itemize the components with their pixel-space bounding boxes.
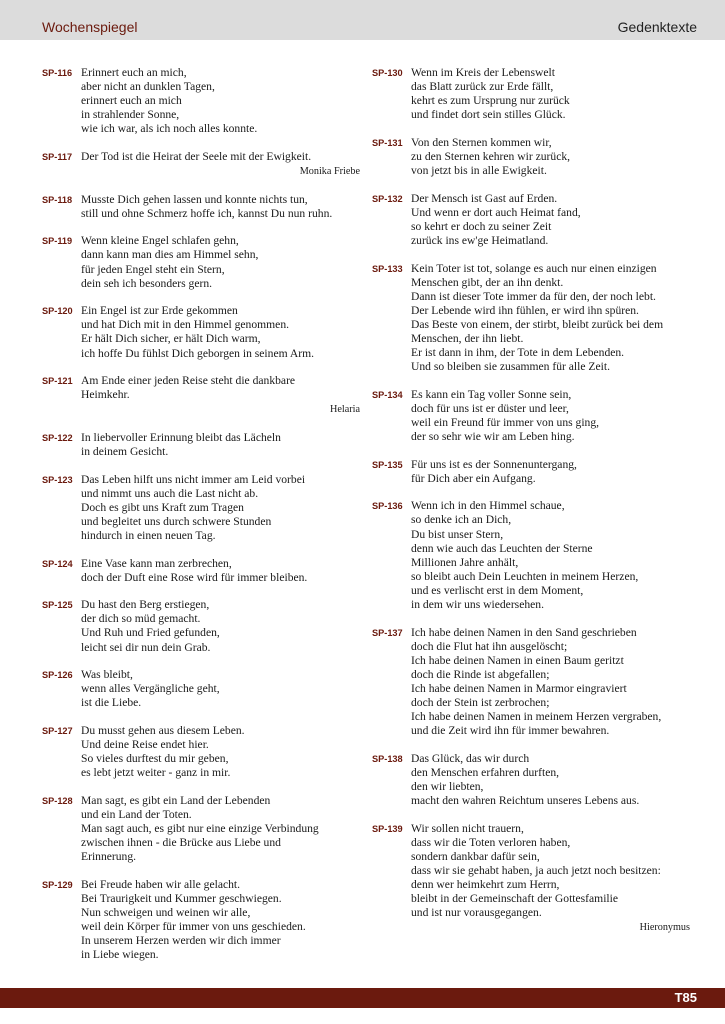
text-line: Das Glück, das wir durch bbox=[411, 751, 530, 765]
text-line: Musste Dich gehen lassen und konnte nichts tun, bbox=[81, 192, 308, 206]
entry-text bbox=[81, 374, 360, 417]
text-line: Wenn kleine Engel schlafen gehn, bbox=[81, 234, 239, 248]
text-line: Du bist unser Stern, bbox=[411, 527, 504, 541]
text-line: Das Beste von einem, der stirbt, bleibt zurück bei dem bbox=[411, 317, 664, 331]
entry-text bbox=[81, 598, 360, 654]
text-line: Und deine Reise endet hier. bbox=[81, 737, 209, 751]
entry-text bbox=[81, 150, 360, 179]
page-footer bbox=[0, 988, 725, 1008]
text-line: denn wie auch das Leuchten der Sterne bbox=[411, 541, 593, 555]
entry-text bbox=[411, 752, 690, 808]
text-line: in deinem Gesicht. bbox=[81, 444, 169, 458]
text-line: in dem wir uns wiedersehen. bbox=[411, 598, 544, 611]
left-column bbox=[42, 66, 360, 976]
text-entry bbox=[42, 668, 360, 710]
text-line: zwischen ihnen - die Brücke aus Liebe und bbox=[81, 836, 281, 850]
text-line: Wenn im Kreis der Lebenswelt bbox=[411, 66, 555, 79]
text-line: und es verlischt erst in dem Moment, bbox=[411, 583, 584, 597]
text-line: und die Zeit wird ihn für immer bewahren. bbox=[411, 724, 610, 738]
text-line: Das Leben hilft uns nicht immer am Leid vorbei bbox=[81, 472, 306, 486]
text-line: doch die Rinde ist abgefallen; bbox=[411, 667, 550, 681]
text-line: und findet dort sein stilles Glück. bbox=[411, 108, 566, 122]
text-line: dass wir sie gehabt haben, ja auch jetzt noch besitzen: bbox=[411, 864, 661, 877]
publication-title: Wochenspiegel bbox=[42, 19, 138, 35]
text-line: zu den Sternen kehren wir zurück, bbox=[411, 149, 571, 163]
text-line: kehrt es zum Ursprung nur zurück bbox=[411, 94, 570, 108]
entry-code: SP-122 bbox=[42, 432, 73, 443]
text-entry bbox=[42, 374, 360, 417]
entry-text bbox=[411, 262, 690, 375]
entry-code: SP-133 bbox=[372, 263, 403, 274]
text-line: Wenn ich in den Himmel schaue, bbox=[411, 499, 565, 513]
text-line: leicht sei dir nun dein Grab. bbox=[81, 640, 211, 654]
text-line: Wir sollen nicht trauern, bbox=[411, 821, 524, 835]
entry-text bbox=[411, 499, 690, 612]
text-entry bbox=[42, 150, 360, 179]
page-header bbox=[0, 0, 725, 40]
text-line: ist die Liebe. bbox=[81, 696, 142, 710]
text-entry bbox=[42, 794, 360, 864]
entry-code: SP-128 bbox=[42, 795, 73, 806]
text-line: für jeden Engel steht ein Stern, bbox=[81, 262, 225, 276]
entry-text bbox=[411, 388, 690, 444]
entry-text bbox=[411, 822, 690, 936]
text-line: Millionen Jahre anhält, bbox=[411, 555, 519, 569]
entry-code: SP-131 bbox=[372, 137, 403, 148]
entry-text bbox=[81, 66, 360, 136]
text-line: doch der Stein ist zerbrochen; bbox=[411, 696, 550, 710]
text-line: Heimkehr. bbox=[81, 388, 130, 402]
text-line: und begleitet uns durch schwere Stunden bbox=[81, 514, 272, 528]
text-entry bbox=[42, 598, 360, 654]
text-line: so kehrt er doch zu seiner Zeit bbox=[411, 219, 552, 233]
text-line: hindurch in einen neuen Tag. bbox=[81, 528, 216, 542]
text-entry bbox=[42, 234, 360, 290]
text-line: Der Lebende wird ihn fühlen, er wird ihn spüren. bbox=[411, 303, 639, 317]
text-line: So vieles durftest du mir geben, bbox=[81, 752, 229, 766]
text-line: den Menschen erfahren durften, bbox=[411, 765, 560, 779]
text-line: Was bleibt, bbox=[81, 668, 133, 682]
text-line: ich hoffe Du fühlst Dich geborgen in seinem Arm. bbox=[81, 346, 315, 360]
entry-text bbox=[411, 626, 690, 739]
entry-code: SP-130 bbox=[372, 68, 403, 78]
text-line: der dich so müd gemacht. bbox=[81, 612, 201, 626]
text-line: Dann ist dieser Tote immer da für den, der noch lebt. bbox=[411, 289, 656, 303]
text-line: und hat Dich mit in den Himmel genommen. bbox=[81, 318, 290, 332]
text-line: Ich habe deinen Namen in einen Baum geritzt bbox=[411, 653, 624, 667]
text-entry bbox=[42, 724, 360, 780]
text-line: In unserem Herzen werden wir dich immer bbox=[81, 934, 281, 948]
text-line: es lebt jetzt weiter - ganz in mir. bbox=[81, 766, 231, 780]
entry-code: SP-118 bbox=[42, 194, 73, 205]
entry-code: SP-127 bbox=[42, 725, 73, 736]
text-line: für Dich aber ein Aufgang. bbox=[411, 471, 536, 485]
text-entry bbox=[372, 192, 690, 248]
text-line: Menschen, der ihn liebt. bbox=[411, 332, 524, 345]
text-line: das Blatt zurück zur Erde fällt, bbox=[411, 80, 554, 94]
text-entry bbox=[372, 752, 690, 808]
text-line: den wir liebten, bbox=[411, 780, 484, 794]
text-line: Der Tod ist die Heirat der Seele mit der Ewigkeit. bbox=[81, 149, 312, 163]
entry-code: SP-126 bbox=[42, 670, 73, 681]
text-line: weil dein Körper für immer von uns geschieden. bbox=[81, 920, 306, 933]
entry-text bbox=[81, 878, 360, 963]
text-entry bbox=[42, 66, 360, 136]
entry-author: Monika Friebe bbox=[299, 166, 360, 178]
text-line: Am Ende einer jeden Reise steht die dankbare bbox=[81, 374, 296, 388]
entry-code: SP-124 bbox=[42, 558, 73, 569]
text-line: Ein Engel ist zur Erde gekommen bbox=[81, 304, 238, 318]
text-line: Bei Freude haben wir alle gelacht. bbox=[81, 877, 241, 891]
text-entry bbox=[42, 473, 360, 543]
text-line: Man sagt auch, es gibt nur eine einzige Verbindung bbox=[81, 821, 319, 835]
entry-code: SP-136 bbox=[372, 501, 403, 512]
entry-text bbox=[81, 668, 360, 710]
text-entry bbox=[372, 499, 690, 612]
text-entry bbox=[372, 822, 690, 936]
text-line: Man sagt, es gibt ein Land der Lebenden bbox=[81, 793, 271, 807]
text-line: Doch es gibt uns Kraft zum Tragen bbox=[81, 500, 244, 514]
text-line: doch der Duft eine Rose wird für immer bleiben. bbox=[81, 570, 308, 584]
entry-text bbox=[81, 193, 360, 221]
text-entry bbox=[372, 262, 690, 375]
text-line: Kein Toter ist tot, solange es auch nur einen einzigen bbox=[411, 261, 657, 275]
text-line: und ein Land der Toten. bbox=[81, 807, 192, 821]
text-line: erinnert euch an mich bbox=[81, 94, 182, 108]
text-line: Für uns ist es der Sonnenuntergang, bbox=[411, 457, 577, 471]
text-line: Erinnerung. bbox=[81, 850, 137, 864]
text-entry bbox=[372, 626, 690, 739]
text-line: Er ist dann in ihm, der Tote in dem Lebenden. bbox=[411, 346, 625, 360]
entry-author: Hieronymus bbox=[639, 922, 690, 934]
entry-code: SP-134 bbox=[372, 389, 403, 400]
entry-text bbox=[411, 66, 690, 122]
text-entry bbox=[42, 193, 360, 221]
text-entry bbox=[42, 431, 360, 459]
text-line: Und Ruh und Fried gefunden, bbox=[81, 626, 220, 640]
text-line: doch für uns ist er düster und leer, bbox=[411, 401, 569, 415]
entry-code: SP-121 bbox=[42, 376, 73, 387]
text-entry bbox=[372, 136, 690, 178]
text-line: von jetzt bis in alle Ewigkeit. bbox=[411, 164, 547, 178]
section-title: Gedenktexte bbox=[617, 19, 697, 35]
text-line: Nun schweigen und weinen wir alle, bbox=[81, 905, 251, 919]
entry-text bbox=[81, 431, 360, 459]
entry-code: SP-129 bbox=[42, 879, 73, 890]
text-line: Und so bleiben sie zusammen für alle Zeit. bbox=[411, 360, 610, 374]
entry-text bbox=[81, 724, 360, 780]
page-number: T85 bbox=[674, 990, 697, 1005]
text-line: der so sehr wie wir am Leben hing. bbox=[411, 430, 575, 444]
text-entry bbox=[372, 388, 690, 444]
entry-code: SP-132 bbox=[372, 193, 403, 204]
text-line: in strahlender Sonne, bbox=[81, 108, 180, 122]
text-line: dein seh ich besonders gern. bbox=[81, 276, 213, 290]
entry-code: SP-123 bbox=[42, 474, 73, 485]
entry-code: SP-116 bbox=[42, 68, 73, 78]
text-line: In liebervoller Erinnung bleibt das Lächeln bbox=[81, 430, 281, 444]
text-line: Ich habe deinen Namen in Marmor eingraviert bbox=[411, 681, 627, 695]
text-line: und nimmt uns auch die Last nicht ab. bbox=[81, 486, 259, 500]
entry-code: SP-125 bbox=[42, 600, 73, 611]
text-entry bbox=[372, 66, 690, 122]
text-line: sondern dankbar dafür sein, bbox=[411, 849, 540, 863]
text-entry bbox=[42, 557, 360, 585]
text-line: Der Mensch ist Gast auf Erden. bbox=[411, 191, 558, 205]
text-line: Erinnert euch an mich, bbox=[81, 66, 187, 79]
entry-code: SP-137 bbox=[372, 627, 403, 638]
text-line: doch die Flut hat ihn ausgelöscht; bbox=[411, 639, 568, 653]
entry-text bbox=[81, 557, 360, 585]
text-line: still und ohne Schmerz hoffe ich, kannst Du nun ruhn. bbox=[81, 206, 333, 220]
text-line: Du hast den Berg erstiegen, bbox=[81, 598, 210, 612]
text-line: Menschen gibt, der an ihn denkt. bbox=[411, 275, 564, 289]
text-line: Es kann ein Tag voller Sonne sein, bbox=[411, 387, 572, 401]
entry-author: Helaria bbox=[330, 404, 360, 416]
text-line: wie ich war, als ich noch alles konnte. bbox=[81, 122, 258, 136]
text-entry bbox=[42, 878, 360, 963]
text-line: Von den Sternen kommen wir, bbox=[411, 135, 552, 149]
text-line: dann kann man dies am Himmel sehn, bbox=[81, 248, 259, 262]
entry-code: SP-120 bbox=[42, 306, 73, 317]
entry-code: SP-135 bbox=[372, 459, 403, 470]
right-column bbox=[372, 66, 690, 949]
text-entry bbox=[42, 304, 360, 360]
entry-text bbox=[411, 458, 690, 486]
text-entry bbox=[372, 458, 690, 486]
text-line: so denke ich an Dich, bbox=[411, 513, 512, 527]
text-line: denn wer heimkehrt zum Herrn, bbox=[411, 878, 560, 892]
text-line: Und wenn er dort auch Heimat fand, bbox=[411, 205, 581, 219]
text-line: wenn alles Vergängliche geht, bbox=[81, 682, 220, 696]
text-line: so bleibt auch Dein Leuchten in meinem Herzen, bbox=[411, 569, 639, 583]
entry-code: SP-119 bbox=[42, 236, 73, 247]
text-line: Eine Vase kann man zerbrechen, bbox=[81, 556, 232, 570]
entry-text bbox=[81, 304, 360, 360]
entry-text bbox=[411, 192, 690, 248]
text-line: Ich habe deinen Namen in den Sand geschrieben bbox=[411, 625, 637, 639]
text-line: Er hält Dich sicher, er hält Dich warm, bbox=[81, 332, 261, 346]
entry-text bbox=[411, 136, 690, 178]
text-line: macht den wahren Reichtum unseres Lebens aus. bbox=[411, 794, 640, 808]
text-line: und ist nur vorausgegangen. bbox=[411, 906, 542, 920]
text-line: Bei Traurigkeit und Kummer geschwiegen. bbox=[81, 891, 282, 905]
entry-text bbox=[81, 234, 360, 290]
entry-text bbox=[81, 794, 360, 864]
entry-code: SP-139 bbox=[372, 823, 403, 834]
text-line: Ich habe deinen Namen in meinem Herzen vergraben, bbox=[411, 710, 662, 724]
text-line: bleibt in der Gemeinschaft der Gottesfamilie bbox=[411, 892, 619, 906]
entry-text bbox=[81, 473, 360, 543]
text-line: weil ein Freund für immer von uns ging, bbox=[411, 415, 600, 429]
text-line: zurück ins ew'ge Heimatland. bbox=[411, 233, 549, 247]
entry-code: SP-138 bbox=[372, 753, 403, 764]
text-line: Du musst gehen aus diesem Leben. bbox=[81, 723, 245, 737]
text-line: aber nicht an dunklen Tagen, bbox=[81, 80, 215, 94]
text-line: in Liebe wiegen. bbox=[81, 948, 159, 962]
entry-code: SP-117 bbox=[42, 151, 73, 162]
text-line: dass wir die Toten verloren haben, bbox=[411, 835, 571, 849]
